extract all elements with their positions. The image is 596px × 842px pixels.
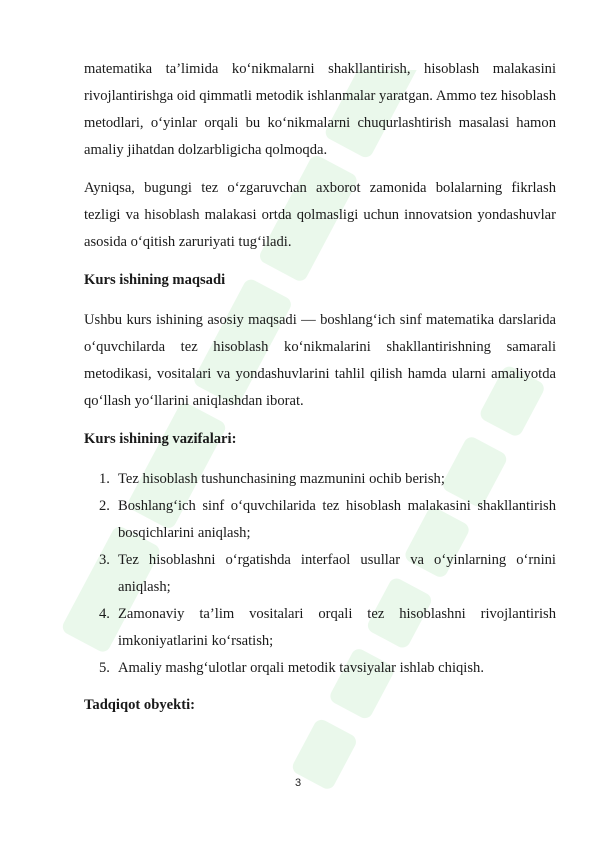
object-heading: Tadqiqot obyekti: bbox=[84, 697, 195, 713]
list-item-text: Tez hisoblashni o‘rgatishda interfaol usullar va o‘yinlarning o‘rnini aniqlash; bbox=[118, 552, 556, 595]
list-item-text: Tez hisoblash tushunchasining mazmunini ochib berish; bbox=[118, 471, 445, 487]
list-item-number: 2. bbox=[99, 498, 110, 514]
list-item-text: Amaliy mashg‘ulotlar orqali metodik tavsiyalar ishlab chiqish. bbox=[118, 660, 484, 676]
list-item-text: Boshlang‘ich sinf o‘quvchilarida tez hisoblash malakasini shakllantirish bosqichlarini aniqlash; bbox=[118, 498, 556, 541]
list-item-number: 1. bbox=[99, 471, 110, 487]
tasks-list bbox=[84, 466, 556, 682]
purpose-paragraph: Ushbu kurs ishining asosiy maqsadi — boshlang‘ich sinf matematika darslarida o‘quvchilarda tez hisoblash ko‘nikmalarini shakllantirishning samarali metodikasi, vositalari va yondashuvlarini tahlil qilish hamda ularni amaliyotda qo‘llash yo‘llarini aniqlashdan iborat. bbox=[84, 312, 556, 409]
list-item-number: 5. bbox=[99, 660, 110, 676]
list-item bbox=[84, 493, 556, 547]
list-item-text: Zamonaviy ta’lim vositalari orqali tez hisoblashni rivojlantirish imkoniyatlarini ko‘rsatish; bbox=[118, 606, 556, 649]
list-item bbox=[84, 601, 556, 655]
page-content bbox=[84, 56, 556, 732]
intro-paragraph-2: Ayniqsa, bugungi tez o‘zgaruvchan axborot zamonida bolalarning fikrlash tezligi va hisoblash malakasi ortda qolmasligi uchun innovatsion yondashuvlar asosida o‘qitish zaruriyati tug‘iladi. bbox=[84, 180, 556, 250]
list-item bbox=[84, 547, 556, 601]
list-item-number: 3. bbox=[99, 552, 110, 568]
intro-paragraph-1: matematika ta’limida ko‘nikmalarni shakllantirish, hisoblash malakasini rivojlantirishga oid qimmatli metodik ishlanmalar yaratgan. Ammo tez hisoblash metodlari, o‘yinlar orqali bu ko‘nikmalarni chuqurlashtirish masalasi hamon amaliy jihatdan dolzarbligicha qolmoqda. bbox=[84, 61, 556, 158]
list-item bbox=[84, 655, 556, 682]
purpose-heading: Kurs ishining maqsadi bbox=[84, 272, 226, 288]
page-number: 3 bbox=[294, 777, 302, 789]
tasks-heading: Kurs ishining vazifalari: bbox=[84, 431, 237, 447]
list-item-number: 4. bbox=[99, 606, 110, 622]
list-item bbox=[84, 466, 556, 493]
